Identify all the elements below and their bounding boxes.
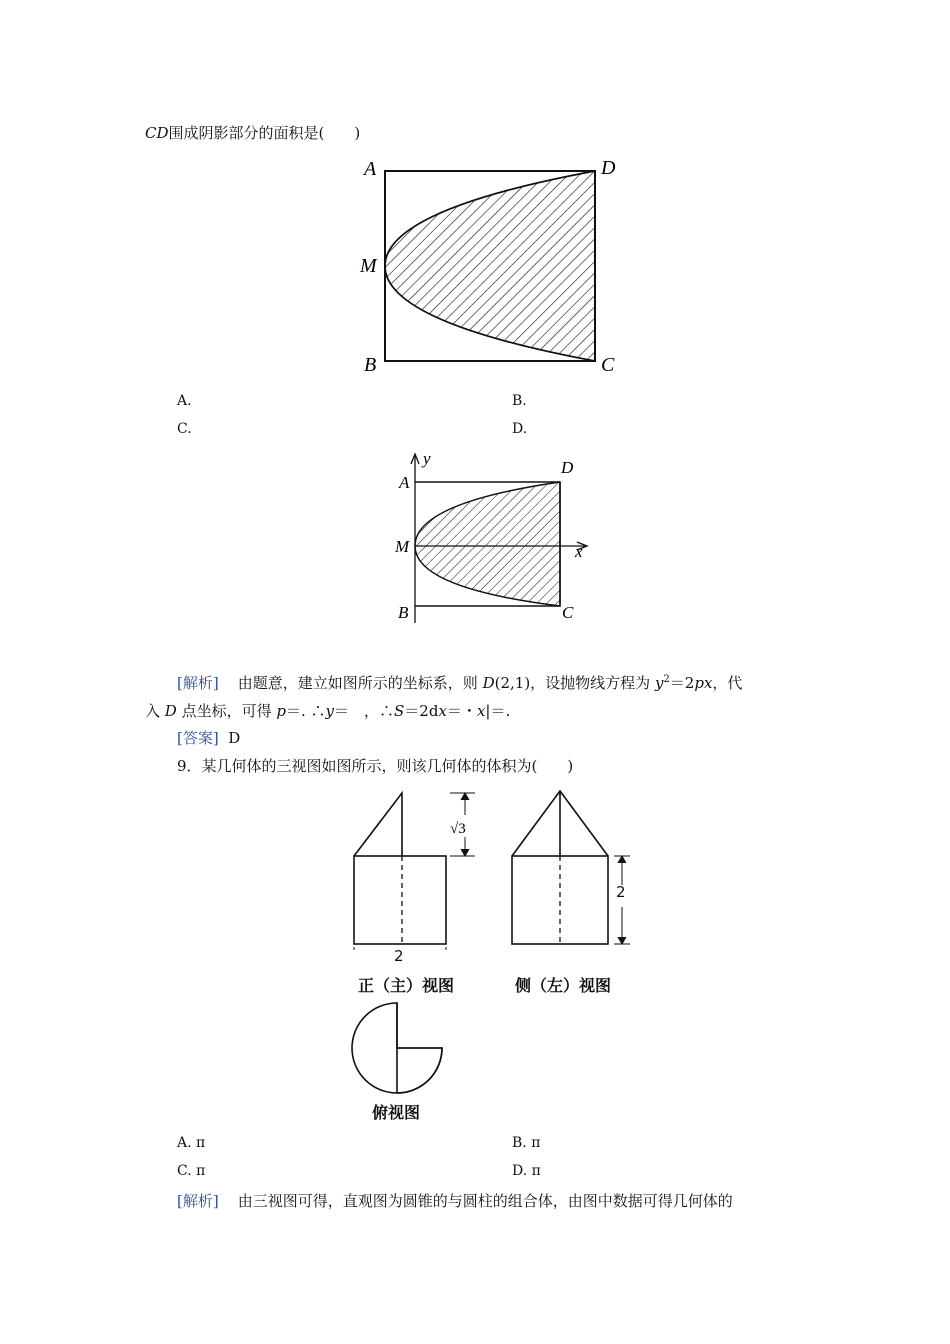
q9-option-d: D. π	[512, 1163, 541, 1179]
label-b: B	[364, 354, 377, 376]
q9-top-view	[345, 1000, 455, 1100]
q8-figure-2	[385, 448, 595, 628]
q8-option-d: D.	[512, 421, 528, 437]
q8-answer	[177, 727, 240, 748]
analysis-text: ＝. ∴	[285, 702, 326, 720]
front-view	[354, 793, 475, 950]
q8-option-c: C.	[177, 421, 192, 437]
answer-tag: [答案]	[177, 729, 219, 747]
label-c-2: C	[562, 603, 574, 622]
q8-analysis-line-1	[177, 672, 742, 693]
analysis-text: (2,1)，设抛物线方程为	[494, 674, 655, 692]
analysis-text: ＝2d	[404, 702, 439, 720]
q8-stem	[145, 122, 360, 143]
analysis-text: ＝・	[446, 702, 477, 720]
q9-option-a: A. π	[177, 1135, 206, 1151]
analysis-var: D	[164, 702, 177, 720]
analysis-var: S	[394, 702, 405, 720]
q9-analysis	[177, 1190, 733, 1211]
label-y-axis: y	[423, 449, 431, 468]
q8-figure-1	[355, 150, 625, 380]
analysis-var: p	[276, 702, 286, 720]
label-m: M	[360, 255, 377, 277]
analysis-text: 点坐标，可得	[176, 702, 277, 720]
q8-stem-prefix: CD	[145, 124, 169, 142]
dim-height-top: √3	[450, 821, 466, 837]
analysis-text: 由三视图可得，直观图为圆锥的与圆柱的组合体，由图中数据可得几何体的	[237, 1192, 733, 1210]
analysis-var: x	[438, 702, 447, 720]
q8-option-b: B.	[512, 393, 527, 409]
analysis-sup: 2	[663, 674, 670, 685]
analysis-var: y	[654, 674, 664, 692]
q9-three-views	[340, 785, 640, 950]
analysis-var: y	[325, 702, 334, 720]
label-c: C	[601, 354, 615, 376]
q8-option-a: A.	[177, 393, 192, 409]
analysis-tag: [解析]	[177, 674, 219, 692]
dim-height-side: 2	[616, 883, 626, 901]
label-a: A	[364, 158, 377, 180]
answer-value: D	[228, 729, 241, 747]
analysis-tag: [解析]	[177, 1192, 219, 1210]
analysis-text: 由题意，建立如图所示的坐标系，则	[237, 674, 483, 692]
label-b-2: B	[398, 603, 409, 622]
analysis-text: ，代	[712, 674, 743, 692]
analysis-text: ＝2	[669, 674, 695, 692]
shaded-region	[385, 171, 595, 361]
analysis-var: x	[476, 702, 486, 720]
side-view-label: 侧（左）视图	[515, 976, 612, 995]
dim-width: 2	[394, 947, 404, 965]
label-a-2: A	[399, 473, 410, 492]
analysis-text: ＝ ，∴	[334, 702, 395, 720]
q9-stem: 9．某几何体的三视图如图所示，则该几何体的体积为( )	[177, 757, 574, 775]
label-d-2: D	[561, 458, 574, 477]
q9-option-b: B. π	[512, 1135, 541, 1151]
label-m-2: M	[395, 537, 410, 556]
side-view	[512, 791, 630, 944]
top-view-label: 俯视图	[372, 1103, 421, 1122]
analysis-var: px	[694, 674, 713, 692]
shaded-region-2	[415, 482, 560, 606]
analysis-text: 入	[145, 702, 165, 720]
analysis-var: D	[482, 674, 495, 692]
q8-stem-text: 围成阴影部分的面积是( )	[168, 124, 361, 142]
label-x-axis: x	[575, 542, 583, 561]
front-view-label: 正（主）视图	[358, 976, 455, 995]
q8-analysis-line-2	[145, 700, 510, 721]
label-d: D	[601, 157, 616, 179]
analysis-text: |＝.	[485, 702, 511, 720]
q9-option-c: C. π	[177, 1163, 206, 1179]
